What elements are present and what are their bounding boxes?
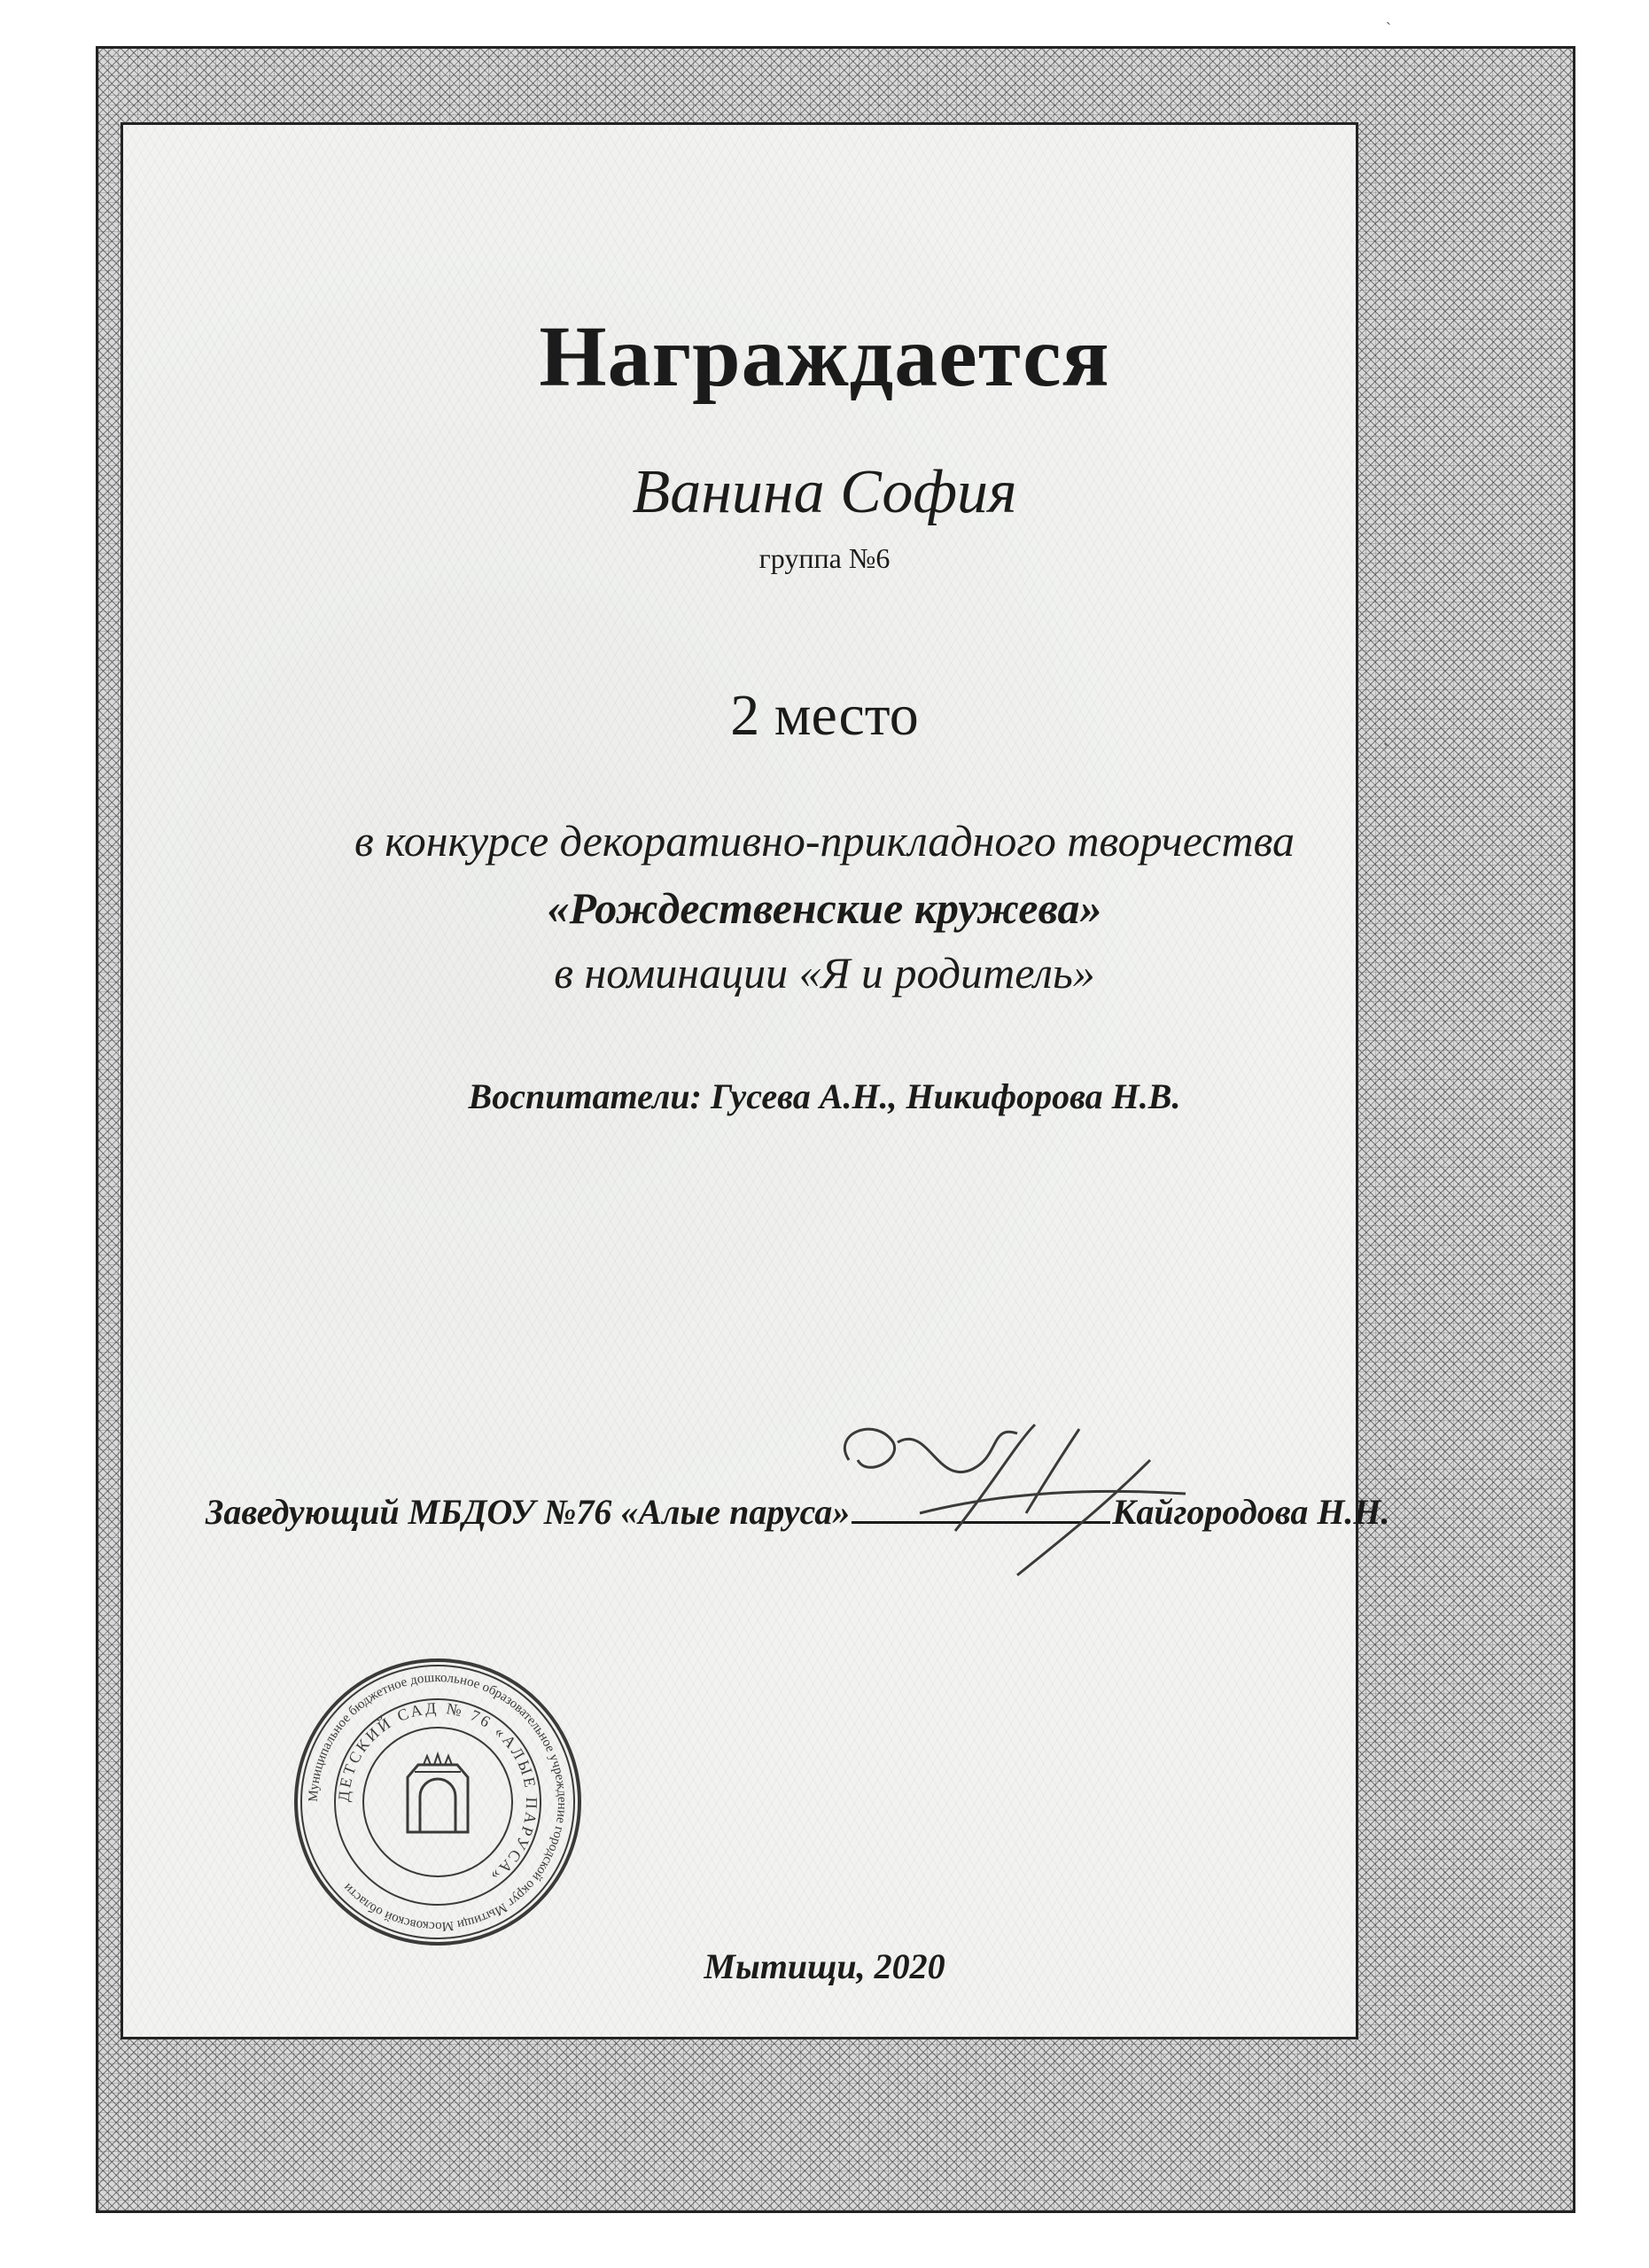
stamp-inner-text: ДЕТСКИЙ САД № 76 «АЛЫЕ ПАРУСА» (334, 1698, 541, 1887)
stamp-outer-text: Муниципальное бюджетное дошкольное образовательное учреждение городской округ Мытищи Московской области (306, 1670, 570, 1934)
educators-line: Воспитатели: Гусева А.Н., Никифорова Н.В. (468, 1076, 1181, 1116)
certificate-title: Награждается (539, 309, 1110, 405)
scan-speck: ˋ (1388, 1462, 1393, 1480)
handwritten-signature (813, 1407, 1203, 1584)
head-name: Кайгородова Н.Н. (1112, 1492, 1390, 1532)
contest-nomination: в номинации «Я и родитель» (554, 948, 1095, 998)
head-position: Заведующий МБДОУ №76 «Алые паруса» (206, 1492, 851, 1532)
contest-description: в конкурсе декоративно-прикладного творчества (354, 816, 1295, 866)
city-year: Мытищи, 2020 (704, 1946, 945, 1986)
official-round-stamp (291, 1655, 585, 1949)
coat-of-arms-icon (408, 1754, 468, 1832)
scan-speck: ˋ (1386, 19, 1391, 37)
recipient-name: Ванина София (632, 458, 1017, 526)
contest-name: «Рождественские кружева» (547, 883, 1102, 933)
scan-speck: ˋ (1383, 741, 1388, 758)
award-place: 2 место (730, 683, 919, 748)
recipient-group: группа №6 (758, 542, 891, 574)
